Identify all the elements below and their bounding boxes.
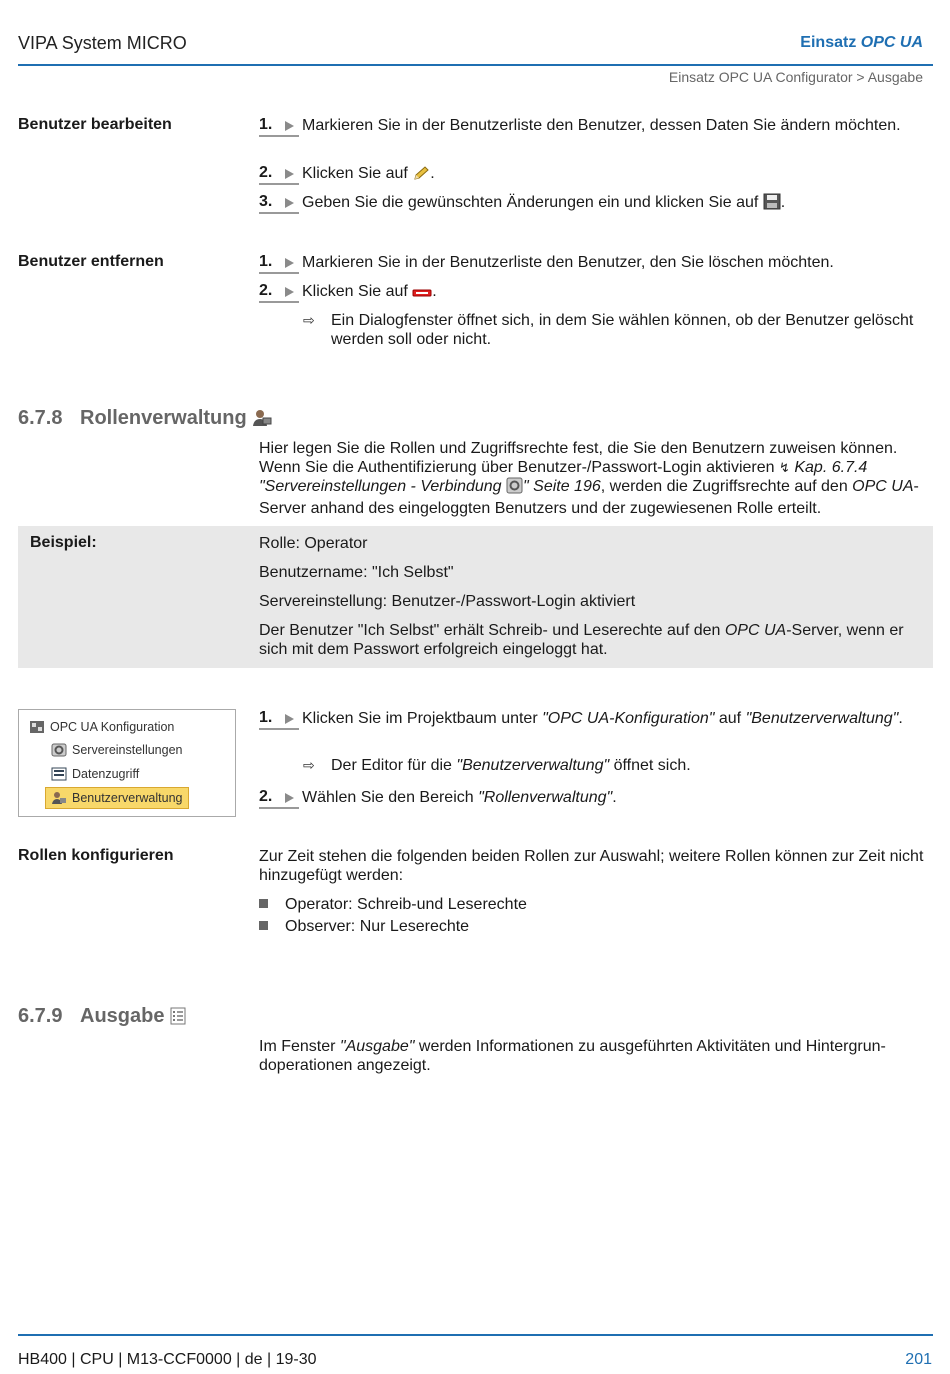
example-line-4: Der Benutzer "Ich Selbst" erhält Schreib- und Leserechte auf den OPC UA-Server, wenn er sich mit dem Passwort erfolgreich eingeloggt hat. bbox=[259, 622, 904, 658]
bullet-square-icon bbox=[259, 899, 268, 908]
example-line-3: Servereinstellung: Benutzer-/Passwort-Login aktiviert bbox=[259, 593, 636, 610]
save-icon bbox=[763, 193, 781, 215]
example-line-1: Rolle: Operator bbox=[259, 535, 368, 552]
edit-step-2: 2. Klicken Sie auf . bbox=[259, 164, 939, 186]
configure-roles-label: Rollen konfigurieren bbox=[18, 847, 174, 864]
role-step-2: 2. Wählen Sie den Bereich "Rollenverwaltung". bbox=[259, 788, 939, 807]
remove-user-label: Benutzer entfernen bbox=[18, 253, 164, 270]
remove-result: ⇨ Ein Dialogfenster öffnet sich, in dem Sie wählen können, ob der Benutzer gelöscht werden soll oder nicht. bbox=[303, 312, 914, 348]
result-arrow-icon: ⇨ bbox=[303, 757, 315, 773]
edit-step-1: 1. Markieren Sie in der Benutzerliste den Benutzer, dessen Daten Sie ändern möchten. bbox=[259, 116, 939, 135]
server-settings-icon bbox=[506, 477, 523, 499]
bullet-square-icon bbox=[259, 921, 268, 930]
project-tree bbox=[18, 709, 236, 817]
example-line-2: Benutzername: "Ich Selbst" bbox=[259, 564, 454, 581]
example-label: Beispiel: bbox=[30, 534, 97, 551]
tree-item-server-settings[interactable]: Servereinstellungen bbox=[51, 740, 183, 760]
header-divider bbox=[18, 64, 933, 66]
section-heading-678: 6.7.8 Rollenverwaltung bbox=[18, 407, 272, 433]
role-result-1: ⇨ Der Editor für die "Benutzerverwaltung" öffnet sich. bbox=[303, 757, 691, 774]
header-title: VIPA System MICRO bbox=[18, 33, 187, 53]
cross-ref-link[interactable]: Kap. 6.7.4 "Servereinstellungen - Verbindung " Seite 196 bbox=[259, 459, 867, 495]
footer-doc-id: HB400 | CPU | M13-CCF0000 | de | 19-30 bbox=[18, 1351, 317, 1368]
footer-divider bbox=[18, 1334, 933, 1336]
tree-item-data-access[interactable]: Datenzugriff bbox=[51, 764, 139, 784]
edit-user-label: Benutzer bearbeiten bbox=[18, 116, 172, 133]
user-management-icon bbox=[51, 791, 67, 805]
server-settings-tree-icon bbox=[51, 743, 67, 757]
page-number: 201 bbox=[905, 1351, 932, 1368]
edit-step-3: 3. Geben Sie die gewünschten Änderungen ein und klicken Sie auf . bbox=[259, 193, 939, 215]
tree-item-user-management[interactable]: Benutzerverwaltung bbox=[45, 787, 189, 809]
cross-ref-arrow-icon: ↯ bbox=[779, 460, 790, 475]
output-icon bbox=[170, 1007, 186, 1031]
delete-icon bbox=[412, 285, 432, 304]
remove-step-1: 1. Markieren Sie in der Benutzerliste den Benutzer, den Sie löschen möchten. bbox=[259, 253, 939, 272]
opc-config-icon bbox=[29, 720, 45, 734]
pencil-icon bbox=[412, 165, 430, 186]
section-678-intro: Hier legen Sie die Rollen und Zugriffsrechte fest, die Sie den Benutzern zuweisen können. Wenn Sie die Authentifizierung über Benutzer-/Passwort-Login aktivieren ↯ Kap. 6.7.4 "Servereinstellungen - Verbindung " Seite 196, werden die Zugriffsrechte auf den OPC UA-Server anhand des eingeloggten Benutzers und der zugewiesenen Rolle erteilt. bbox=[259, 440, 919, 517]
result-arrow-icon: ⇨ bbox=[303, 312, 315, 328]
list-item: Observer: Nur Leserechte bbox=[259, 917, 469, 936]
section-heading-679: 6.7.9 Ausgabe bbox=[18, 1005, 186, 1031]
user-roles-icon bbox=[252, 409, 272, 433]
configure-roles-text: Zur Zeit stehen die folgenden beiden Rollen zur Auswahl; weitere Rollen können zur Zeit nicht hinzugefügt werden: bbox=[259, 848, 924, 884]
section-679-text: Im Fenster "Ausgabe" werden Informationen zu ausgeführten Aktivitäten und Hintergrundoperationen angezeigt. bbox=[259, 1038, 886, 1074]
data-access-icon bbox=[51, 767, 67, 781]
role-step-1: 1. Klicken Sie im Projektbaum unter "OPC UA-Konfiguration" auf "Benutzerverwaltung". bbox=[259, 709, 939, 728]
header-chapter: Einsatz OPC UA bbox=[800, 34, 923, 51]
tree-item-opc-ua-config[interactable]: OPC UA Konfiguration bbox=[29, 717, 174, 737]
list-item: Operator: Schreib-und Leserechte bbox=[259, 895, 527, 914]
remove-step-2: 2. Klicken Sie auf . bbox=[259, 282, 939, 304]
header-breadcrumb: Einsatz OPC UA Configurator > Ausgabe bbox=[668, 69, 923, 85]
